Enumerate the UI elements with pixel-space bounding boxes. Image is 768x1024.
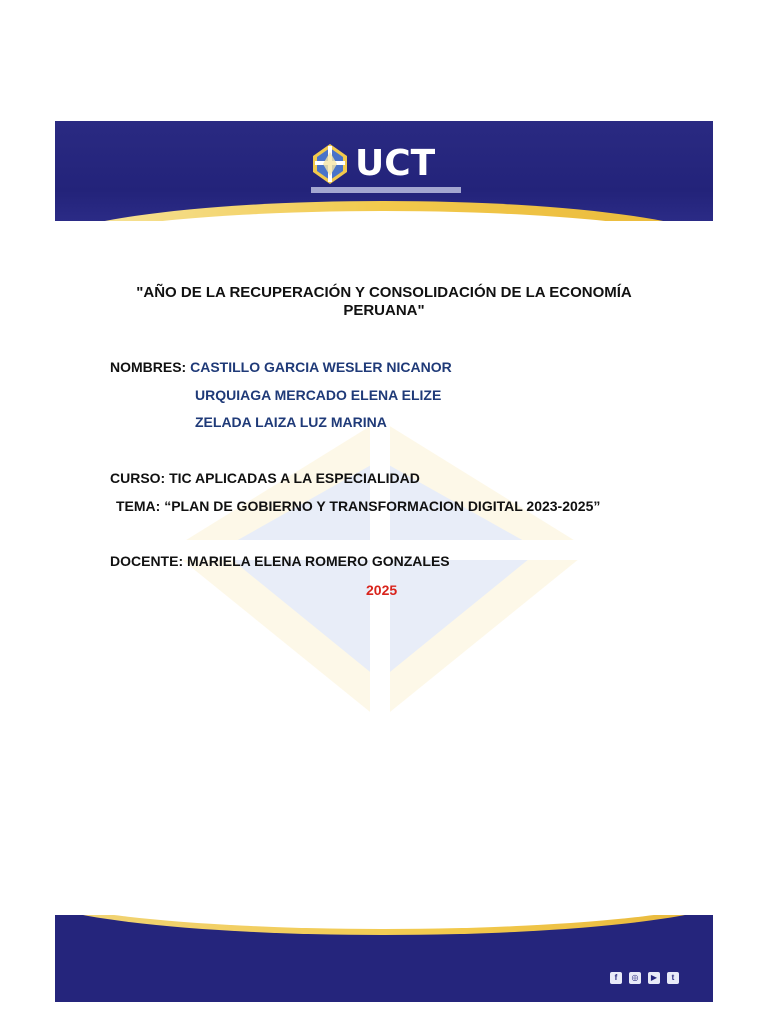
nombres-row <box>110 359 452 376</box>
docente-line: DOCENTE: MARIELA ELENA ROMERO GONZALES <box>110 553 450 569</box>
nombres-label: NOMBRES: <box>110 359 187 375</box>
logo-subtitle-bar <box>311 187 461 193</box>
youtube-icon[interactable]: ▶ <box>648 972 660 984</box>
watermark-logo <box>120 400 640 740</box>
footer-banner <box>55 915 713 1002</box>
student-name-3: ZELADA LAIZA LUZ MARINA <box>195 414 387 430</box>
student-name-2: URQUIAGA MERCADO ELENA ELIZE <box>195 387 442 403</box>
year-slogan: "AÑO DE LA RECUPERACIÓN Y CONSOLIDACIÓN DE LA ECONOMÍA PERUANA" <box>136 284 632 319</box>
curso-line: CURSO: TIC APLICADAS A LA ESPECIALIDAD <box>110 470 420 486</box>
instagram-icon[interactable]: ◎ <box>629 972 641 984</box>
uct-logo <box>309 142 461 198</box>
facebook-icon[interactable]: f <box>610 972 622 984</box>
twitter-icon[interactable]: t <box>667 972 679 984</box>
year-label: 2025 <box>366 582 398 598</box>
student-name-1: CASTILLO GARCIA WESLER NICANOR <box>190 359 452 375</box>
uct-crest-icon <box>309 142 351 186</box>
logo-text: UCT <box>355 143 436 184</box>
tema-line: TEMA: “PLAN DE GOBIERNO Y TRANSFORMACION DIGITAL 2023-2025” <box>116 498 601 514</box>
